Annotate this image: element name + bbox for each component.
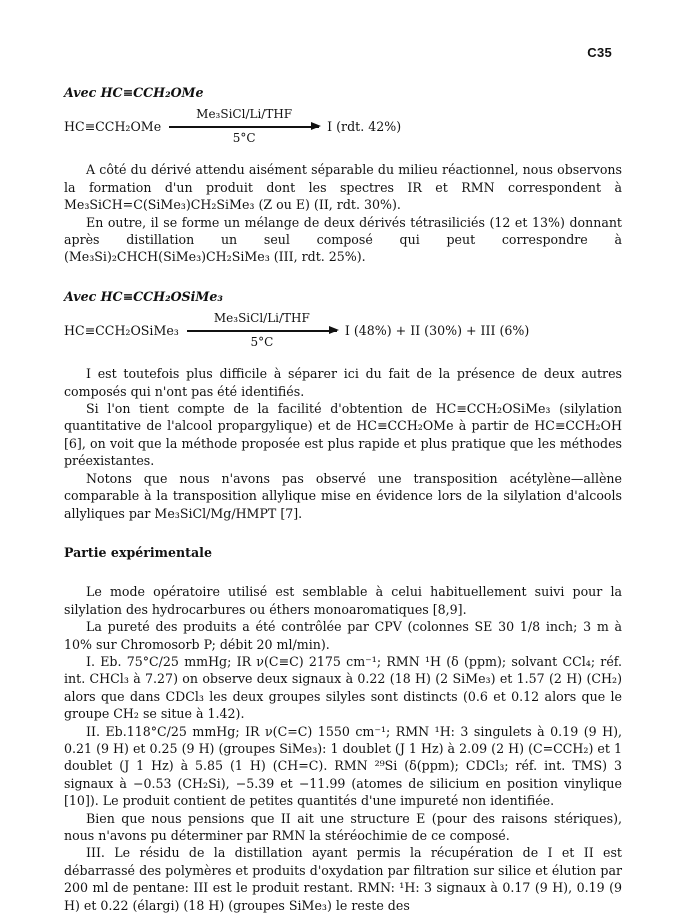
reaction-arrow [169, 104, 319, 148]
arrow-line [169, 126, 319, 127]
arrow-head-icon [311, 122, 321, 130]
reaction-scheme-ome [64, 103, 622, 149]
section-heading-osime3: Avec HC≡CCH₂OSiMe₃ [64, 288, 223, 304]
paragraph: Notons que nous n'avons pas observé une transposition acétylène—allène comparable à la transposition allylique mise en évidence lors de la silylation d'alcools allyliques par Me₃SiCl/Mg/HMPT [7]. [64, 470, 622, 521]
reactant: HC≡CCH₂OSiMe₃ [64, 322, 179, 338]
paragraph: III. Le résidu de la distillation ayant permis la récupération de I et II est débarrassé des polymères et produits d'oxydation par filtration sur silice et élution par 200 ml de pentane: III est le produit restant. RMN: ¹H: 3 signaux à 0.17 (9 H), 0.19 (9 H) et 0.22 (élargi) (18 H) (groupes SiMe₃) le reste des [64, 845, 622, 913]
paragraph: En outre, il se forme un mélange de deux dérivés tétrasiliciés (12 et 13%) donnant après distillation un seul composé qui peut correspondre à (Me₃Si)₂CHCH(SiMe₃)CH₂SiMe₃ (III, rdt. 25%). [64, 214, 622, 265]
paragraph: La pureté des produits a été contrôlée par CPV (colonnes SE 30 1/8 inch; 3 m à 10% sur Chromosorb P; débit 20 ml/min). [64, 619, 622, 652]
paragraph: A côté du dérivé attendu aisément séparable du milieu réactionnel, nous observons la formation d'un produit dont les spectres IR et RMN correspondent à Me₃SiCH=C(SiMe₃)CH₂SiMe₃ (Z ou E) (II, rdt. 30%). [64, 162, 622, 213]
temperature: 5°C [250, 335, 274, 350]
temperature: 5°C [232, 131, 256, 146]
product: I (rdt. 42%) [327, 118, 402, 134]
section-heading-experimental: Partie expérimentale [64, 544, 212, 560]
paragraph: Bien que nous pensions que II ait une structure E (pour des raisons stériques), nous n'avons pu déterminer par RMN la stéréochimie de ce composé. [64, 810, 622, 843]
paragraph: II. Eb.118°C/25 mmHg; IR ν(C=C) 1550 cm⁻¹; RMN ¹H: 3 singulets à 0.19 (9 H), 0.21 (9 H) et 0.25 (9 H) (groupes SiMe₃): 1 doublet (J 1 Hz) à 2.09 (2 H) (C=CCH₂) et 1 doublet (J 1 Hz) à 5.85 (1 H) (CH=C). RMN ²⁹Si (δ(ppm); CDCl₃; réf. int. TMS) 3 signaux à −0.53 (CH₂Si), −5.39 et −11.99 (atomes de silicium en position vinylique [10]). Le produit contient de petites quantités d'une impureté non identifiée. [64, 723, 622, 809]
paragraph: I. Eb. 75°C/25 mmHg; IR ν(C≡C) 2175 cm⁻¹; RMN ¹H (δ (ppm); solvant CCl₄; réf. int. CHCl₃ à 7.27) on observe deux signaux à 0.22 (18 H) (2 SiMe₃) et 1.57 (2 H) (CH₂) alors que dans CDCl₃ les deux groupes silyles sont distincts (0.6 et 0.12 alors que le groupe CH₂ se situe à 1.42). [64, 653, 622, 722]
arrow-head-icon [329, 326, 339, 334]
section-heading-ome: Avec HC≡CCH₂OMe [64, 85, 204, 100]
product: I (48%) + II (30%) + III (6%) [344, 322, 530, 338]
paragraph: Si l'on tient compte de la facilité d'obtention de HC≡CCH₂OSiMe₃ (silylation quantitative de l'alcool propargylique) et de HC≡CCH₂OMe à partir de HC≡CCH₂OH [6], on voit que la méthode proposée est plus rapide et plus pratique que les méthodes préexistantes. [64, 401, 622, 469]
reagents: Me₃SiCl/Li/THF [196, 107, 293, 122]
paragraph: Le mode opératoire utilisé est semblable à celui habituellement suivi pour la silylation des hydrocarbures ou éthers monoaromatiques [8,9]. [64, 584, 622, 617]
reactant: HC≡CCH₂OMe [64, 118, 162, 134]
page-number: C35 [587, 45, 612, 60]
arrow-line [187, 330, 337, 331]
reaction-scheme-osime3 [64, 307, 622, 353]
reaction-arrow [187, 308, 337, 352]
reagents: Me₃SiCl/Li/THF [213, 311, 310, 326]
page-body [64, 84, 622, 914]
paragraph: I est toutefois plus difficile à séparer ici du fait de la présence de deux autres composés qui n'ont pas été identifiés. [64, 366, 622, 399]
